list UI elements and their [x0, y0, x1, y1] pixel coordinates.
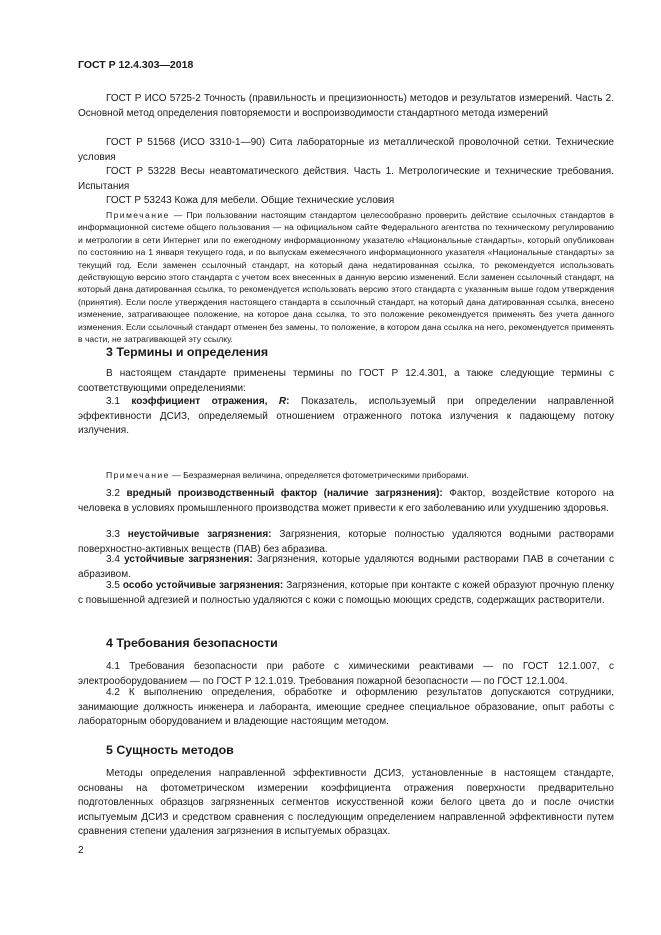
- term-symbol: R: [278, 396, 287, 407]
- term-definition: Загрязнения, которые полностью удаляются водными растворами поверхностно-активных веществ (ПАВ) без абразива.: [78, 529, 614, 555]
- term-definition: Загрязнения, которые удаляются водными растворами ПАВ в сочетании с абразивом.: [78, 554, 614, 580]
- term-3-3: 3.3 неустойчивые загрязнения: Загрязнения, которые полностью удаляются водными растворами поверхностно-активных веществ (ПАВ) без абразива.: [78, 529, 614, 555]
- section-4-title: 4 Требования безопасности: [106, 636, 278, 650]
- reference-item: ГОСТ Р 51568 (ИСО 3310-1—90) Сита лабораторные из металлической проволочной сетки. Технические условия: [78, 137, 614, 163]
- term-3-2: 3.2 вредный производственный фактор (наличие загрязнения): Фактор, воздействие которого на человека в условиях промышленного производства может привести к его заболеванию или ухудшению здоровья.: [78, 488, 614, 514]
- section-3-title: 3 Термины и определения: [106, 345, 269, 359]
- paragraph-4-2: 4.2 К выполнению определения, обработке и оформлению результатов допускаются сотрудники, занимающие должность инженера и лаборанта, имеющие среднее специальное образование, опыт работы с лабораторным оборудованием и владеющие настоящим методом.: [78, 687, 614, 728]
- term-definition: Показатель, используемый при определении направленной эффективности ДСИЗ, определяемый отношением отраженного потока излучения к падающему потоку излучения.: [78, 396, 614, 437]
- note-label: Примечание: [106, 210, 170, 220]
- note-text: — При пользовании настоящим стандартом целесообразно проверить действие ссылочных стандартов в информационной системе общего пользования — на официальном сайте Федерального агентства по техническому регулированию и метрологии в сети Интернет или по ежегодному информационному указателю «Национальные стандарты», который опубликован по состоянию на 1 января текущего года, и по выпускам ежемесячного информационного указателя «Национальные стандарты» за текущий год. Если заменен ссылочный стандарт, на который дана недатированная ссылка, то рекомендуется использовать действующую версию этого стандарта с учетом всех внесенных в данную версию изменений. Если заменен ссылочный стандарт, на который дана датированная ссылка, то рекомендуется использовать версию этого стандарта с указанным выше годом утверждения (принятия). Если после утверждения настоящего стандарта в ссылочный стандарт, на который дана датированная ссылка, внесено изменение, затрагивающее положение, на которое дана ссылка, то это положение рекомендуется применять без учета данного изменения. Если ссылочный стандарт отменен без замены, то положение, в котором дана ссылка на него, рекомендуется применять в части, не затрагивающей эту ссылку.: [78, 210, 614, 345]
- note-label: Примечание: [106, 470, 170, 480]
- term-3-4: 3.4 устойчивые загрязнения: Загрязнения, которые удаляются водными растворами ПАВ в сочетании с абразивом.: [78, 554, 614, 580]
- term-3-5: 3.5 особо устойчивые загрязнения: Загрязнения, которые при контакте с кожей образуют прочную пленку с повышенной адгезией и полностью удаляются с кожи с помощью моющих средств, содержащих растворители.: [78, 580, 614, 606]
- term-name: неустойчивые загрязнения:: [127, 529, 272, 540]
- note-references: [78, 209, 614, 345]
- reference-item: ГОСТ Р ИСО 5725-2 Точность (правильность и прецизионность) методов и результатов измерений. Часть 2. Основной метод определения повторяемости и воспроизводимости стандартного метода измерений: [78, 93, 614, 119]
- section-5-title: 5 Сущность методов: [106, 743, 234, 757]
- term-name: вредный производственный фактор (наличие загрязнения):: [126, 488, 443, 499]
- term-definition: Загрязнения, которые при контакте с кожей образуют прочную пленку с повышенной адгезией и полностью удаляются с кожи с помощью моющих средств, содержащих растворители.: [78, 580, 614, 606]
- page-number: 2: [78, 845, 84, 856]
- document-header: ГОСТ Р 12.4.303—2018: [78, 59, 194, 71]
- term-name: устойчивые загрязнения:: [124, 554, 253, 565]
- paragraph-5-1: Методы определения направленной эффективности ДСИЗ, установленные в настоящем стандарте, основаны на фотометрическом измерении коэффициента отражения поверхности предварительно подготовленных образцов загрязненных сегментов искусственной кожи белого цвета до и после очистки испытуемым ДСИЗ и средством сравнения с последующим определением направленной эффективности путем сравнения степени удаления загрязнения в испытуемых образцах.: [78, 768, 614, 838]
- reference-item: ГОСТ Р 53243 Кожа для мебели. Общие технические условия: [106, 195, 395, 206]
- term-name: коэффициент отражения,: [131, 396, 279, 407]
- term-name: особо устойчивые загрязнения:: [122, 580, 284, 591]
- reference-item: ГОСТ Р 53228 Весы неавтоматического действия. Часть 1. Метрологические и технические требования. Испытания: [78, 166, 614, 192]
- section-3-intro: В настоящем стандарте применены термины по ГОСТ Р 12.4.301, а также следующие термины с соответствующими определениями:: [78, 368, 614, 394]
- note-term: [78, 469, 614, 481]
- term-3-1: 3.1 коэффициент отражения, R: Показатель, используемый при определении направленной эффективности ДСИЗ, определяемый отношением отраженного потока излучения к падающему потоку излучения.: [78, 396, 614, 437]
- paragraph-4-1: 4.1 Требования безопасности при работе с химическими реактивами — по ГОСТ 12.1.007, с электрооборудованием — по ГОСТ Р 12.1.019. Требования пожарной безопасности — по ГОСТ 12.1.004.: [78, 661, 614, 687]
- note-text: — Безразмерная величина, определяется фотометрическими приборами.: [169, 470, 469, 480]
- term-definition: Фактор, воздействие которого на человека в условиях промышленного производства может привести к его заболеванию или ухудшению здоровья.: [78, 488, 614, 514]
